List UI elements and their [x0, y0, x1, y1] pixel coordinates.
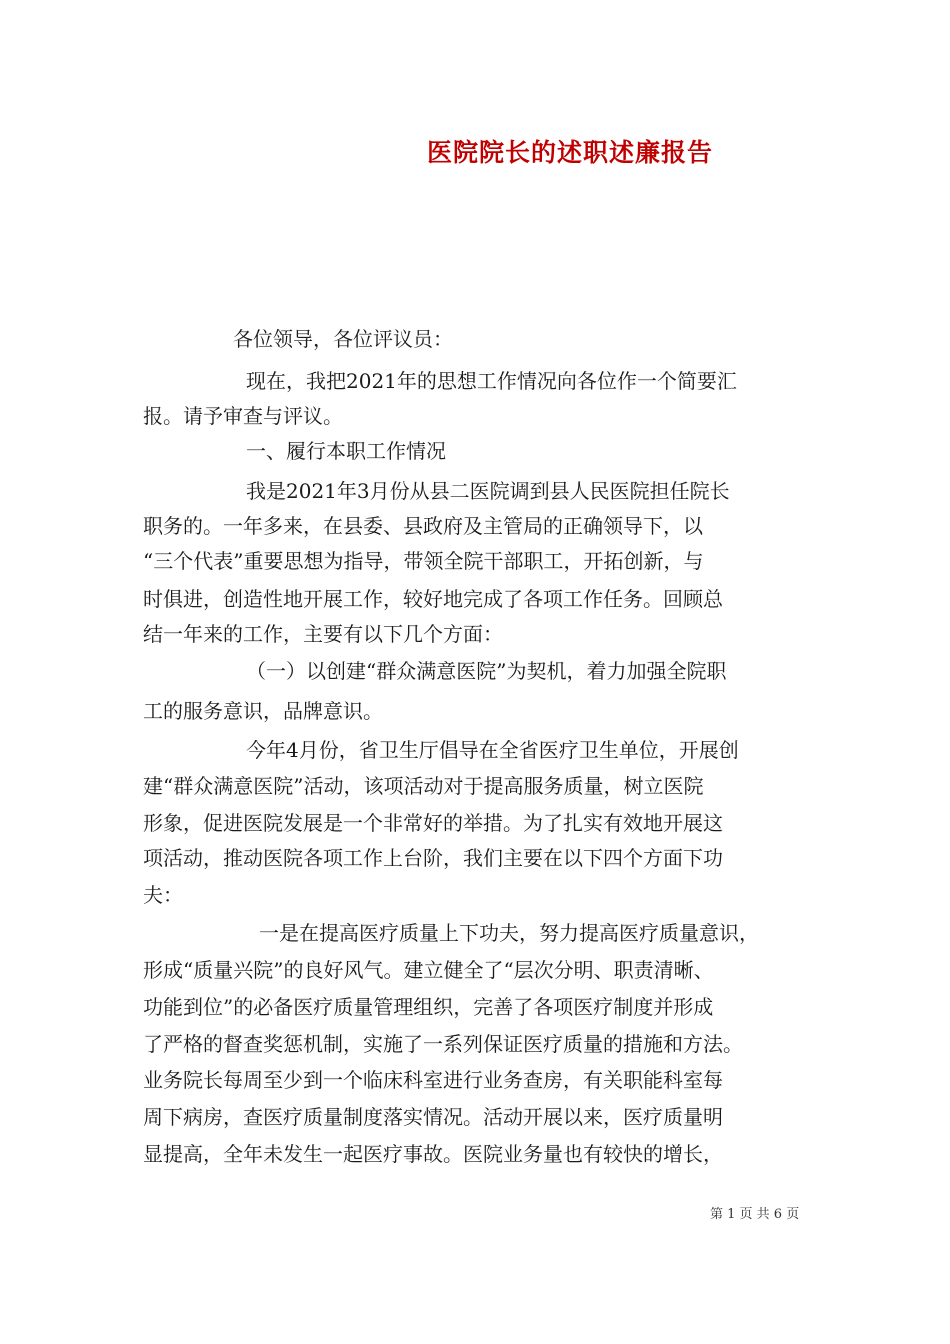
body-line: 一是在提高医疗质量上下功夫，努力提高医疗质量意识， — [259, 921, 759, 945]
body-line: 时俱进，创造性地开展工作，较好地完成了各项工作任务。回顾总 — [143, 587, 723, 611]
salutation-line: 各位领导，各位评议员： — [233, 327, 453, 351]
body-line: 今年4月份，省卫生厅倡导在全省医疗卫生单位，开展创 — [246, 738, 739, 762]
body-line: 功能到位”的必备医疗质量管理组织，完善了各项医疗制度并形成 — [143, 995, 714, 1019]
body-line: “三个代表”重要思想为指导，带领全院干部职工，开拓创新，与 — [143, 549, 704, 573]
document-title: 医院院长的述职述廉报告 — [426, 138, 713, 167]
body-line: 夫： — [143, 883, 183, 907]
body-line: 了严格的督查奖惩机制，实施了一系列保证医疗质量的措施和方法。 — [143, 1032, 743, 1056]
body-line: 显提高，全年未发生一起医疗事故。医院业务量也有较快的增长， — [143, 1142, 723, 1166]
subsection-heading: （一）以创建“群众满意医院”为契机，着力加强全院职 — [246, 659, 727, 683]
section-heading: 一、履行本职工作情况 — [246, 439, 446, 463]
page-number: 第 1 页 共 6 页 — [710, 1207, 800, 1222]
body-line: 工的服务意识，品牌意识。 — [143, 699, 383, 723]
body-line: 现在，我把2021年的思想工作情况向各位作一个简要汇 — [246, 369, 737, 393]
body-line: 项活动，推动医院各项工作上台阶，我们主要在以下四个方面下功 — [143, 846, 723, 870]
body-line: 周下病房，查医疗质量制度落实情况。活动开展以来，医疗质量明 — [143, 1105, 723, 1129]
body-line: 形成“质量兴院”的良好风气。建立健全了“层次分明、职责清晰、 — [143, 958, 714, 982]
body-line: 我是2021年3月份从县二医院调到县人民医院担任院长 — [246, 479, 730, 503]
body-line: 职务的。一年多来，在县委、县政府及主管局的正确领导下，以 — [143, 514, 703, 538]
body-line: 建“群众满意医院”活动，该项活动对于提高服务质量，树立医院 — [143, 774, 704, 798]
body-line: 结一年来的工作，主要有以下几个方面： — [143, 622, 503, 646]
body-line: 报。请予审查与评议。 — [143, 404, 343, 428]
body-line: 业务院长每周至少到一个临床科室进行业务查房，有关职能科室每 — [143, 1068, 723, 1092]
body-line: 形象，促进医院发展是一个非常好的举措。为了扎实有效地开展这 — [143, 811, 723, 835]
